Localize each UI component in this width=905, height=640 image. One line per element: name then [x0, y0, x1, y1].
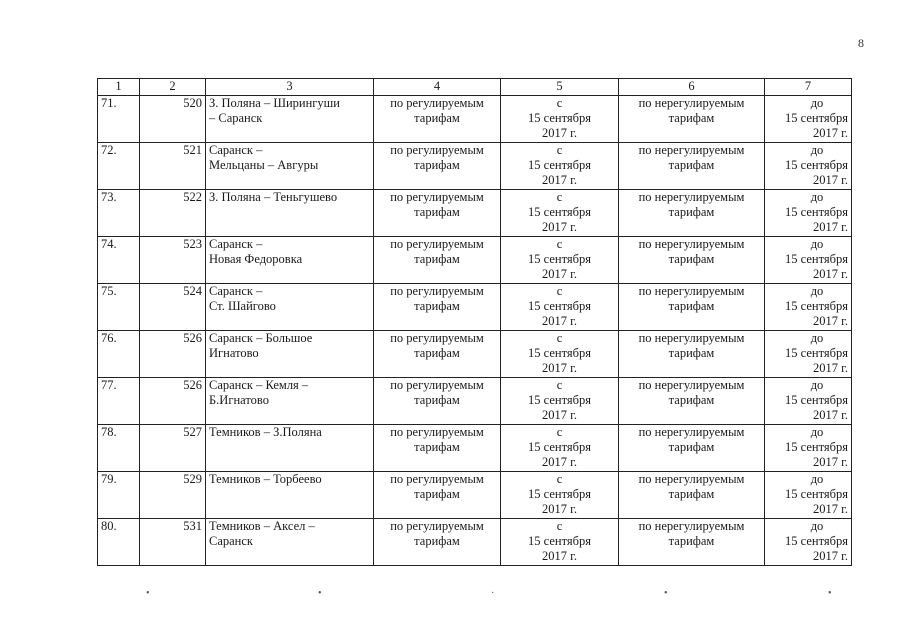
current-tariff-cell: по регулируемым тарифам	[374, 143, 501, 190]
end-date-line: 2017 г.	[813, 455, 848, 469]
new-tariff-cell: по нерегулируемым тарифам	[619, 284, 765, 331]
current-tariff-cell: по регулируемым тарифам	[374, 472, 501, 519]
column-header: 4	[374, 79, 501, 96]
row-index-cell: 79.	[98, 472, 140, 519]
table-row	[98, 425, 852, 472]
effective-date-cell: с 15 сентября 2017 г.	[501, 96, 619, 143]
row-index-cell: 76.	[98, 331, 140, 378]
new-tariff-cell: по нерегулируемым тарифам	[619, 472, 765, 519]
route-number-cell: 524	[140, 284, 206, 331]
end-date-line: 2017 г.	[813, 502, 848, 516]
route-number-cell: 531	[140, 519, 206, 566]
end-date-cell	[765, 519, 852, 566]
route-name-cell: Саранск – Большое Игнатово	[206, 331, 374, 378]
end-date-line: 2017 г.	[813, 408, 848, 422]
new-tariff-cell: по нерегулируемым тарифам	[619, 143, 765, 190]
end-date-line: 15 сентября	[785, 534, 848, 548]
new-tariff-cell: по нерегулируемым тарифам	[619, 96, 765, 143]
scan-dot: •	[146, 588, 150, 599]
end-date-line: 2017 г.	[813, 361, 848, 375]
table-row	[98, 190, 852, 237]
route-name-cell: Темников – Торбеево	[206, 472, 374, 519]
new-tariff-cell: по нерегулируемым тарифам	[619, 190, 765, 237]
end-date-line: 2017 г.	[813, 314, 848, 328]
end-date-cell	[765, 472, 852, 519]
table-body	[98, 96, 852, 566]
end-date-line: 2017 г.	[813, 267, 848, 281]
route-name-cell: Саранск – Мельцаны – Авгуры	[206, 143, 374, 190]
route-number-cell: 526	[140, 378, 206, 425]
column-header: 3	[206, 79, 374, 96]
end-date-line: 2017 г.	[813, 173, 848, 187]
end-date-line: до	[810, 425, 824, 439]
end-date-line: до	[810, 237, 824, 251]
route-number-cell: 529	[140, 472, 206, 519]
current-tariff-cell: по регулируемым тарифам	[374, 237, 501, 284]
new-tariff-cell: по нерегулируемым тарифам	[619, 519, 765, 566]
end-date-cell	[765, 190, 852, 237]
route-name-cell: З. Поляна – Ширингуши – Саранск	[206, 96, 374, 143]
route-number-cell: 520	[140, 96, 206, 143]
route-number-cell: 523	[140, 237, 206, 284]
new-tariff-cell: по нерегулируемым тарифам	[619, 237, 765, 284]
effective-date-cell: с 15 сентября 2017 г.	[501, 143, 619, 190]
end-date-line: 2017 г.	[813, 220, 848, 234]
current-tariff-cell: по регулируемым тарифам	[374, 96, 501, 143]
end-date-line: до	[810, 143, 824, 157]
end-date-line: до	[810, 378, 824, 392]
column-header: 6	[619, 79, 765, 96]
route-number-cell: 521	[140, 143, 206, 190]
row-index-cell: 78.	[98, 425, 140, 472]
current-tariff-cell: по регулируемым тарифам	[374, 190, 501, 237]
end-date-line: до	[810, 284, 824, 298]
effective-date-cell: с 15 сентября 2017 г.	[501, 378, 619, 425]
route-name-cell: Саранск – Кемля – Б.Игнатово	[206, 378, 374, 425]
row-index-cell: 75.	[98, 284, 140, 331]
row-index-cell: 77.	[98, 378, 140, 425]
end-date-line: 15 сентября	[785, 346, 848, 360]
end-date-cell	[765, 96, 852, 143]
route-number-cell: 527	[140, 425, 206, 472]
end-date-line: 15 сентября	[785, 111, 848, 125]
table-row	[98, 143, 852, 190]
end-date-cell	[765, 237, 852, 284]
row-index-cell: 71.	[98, 96, 140, 143]
row-index-cell: 73.	[98, 190, 140, 237]
current-tariff-cell: по регулируемым тарифам	[374, 378, 501, 425]
end-date-line: 15 сентября	[785, 158, 848, 172]
effective-date-cell: с 15 сентября 2017 г.	[501, 425, 619, 472]
column-header: 7	[765, 79, 852, 96]
route-name-cell: З. Поляна – Теньгушево	[206, 190, 374, 237]
table-row	[98, 519, 852, 566]
route-name-cell: Темников – З.Поляна	[206, 425, 374, 472]
routes-table	[97, 78, 852, 566]
header-row	[98, 79, 852, 96]
scan-dot: ·	[491, 588, 495, 599]
route-name-cell: Саранск – Новая Федоровка	[206, 237, 374, 284]
column-header: 2	[140, 79, 206, 96]
effective-date-cell: с 15 сентября 2017 г.	[501, 190, 619, 237]
new-tariff-cell: по нерегулируемым тарифам	[619, 378, 765, 425]
end-date-line: 2017 г.	[813, 126, 848, 140]
end-date-cell	[765, 284, 852, 331]
end-date-line: 2017 г.	[813, 549, 848, 563]
row-index-cell: 74.	[98, 237, 140, 284]
new-tariff-cell: по нерегулируемым тарифам	[619, 425, 765, 472]
end-date-line: 15 сентября	[785, 440, 848, 454]
effective-date-cell: с 15 сентября 2017 г.	[501, 331, 619, 378]
table-row	[98, 472, 852, 519]
end-date-line: 15 сентября	[785, 393, 848, 407]
end-date-line: до	[810, 96, 824, 110]
column-header: 5	[501, 79, 619, 96]
scan-dot: •	[828, 588, 832, 599]
route-name-cell: Темников – Аксел – Саранск	[206, 519, 374, 566]
row-index-cell: 72.	[98, 143, 140, 190]
end-date-line: 15 сентября	[785, 487, 848, 501]
table-row	[98, 378, 852, 425]
route-number-cell: 522	[140, 190, 206, 237]
effective-date-cell: с 15 сентября 2017 г.	[501, 472, 619, 519]
end-date-line: до	[810, 472, 824, 486]
row-index-cell: 80.	[98, 519, 140, 566]
route-number-cell: 526	[140, 331, 206, 378]
end-date-line: до	[810, 190, 824, 204]
end-date-cell	[765, 378, 852, 425]
end-date-cell	[765, 425, 852, 472]
end-date-cell	[765, 331, 852, 378]
table-row	[98, 96, 852, 143]
scan-dot: •	[318, 588, 322, 599]
table-row	[98, 237, 852, 284]
end-date-line: 15 сентября	[785, 299, 848, 313]
effective-date-cell: с 15 сентября 2017 г.	[501, 237, 619, 284]
end-date-line: до	[810, 519, 824, 533]
page-number: 8	[858, 36, 864, 50]
table-row	[98, 284, 852, 331]
end-date-line: 15 сентября	[785, 205, 848, 219]
effective-date-cell: с 15 сентября 2017 г.	[501, 519, 619, 566]
end-date-line: 15 сентября	[785, 252, 848, 266]
route-name-cell: Саранск – Ст. Шайгово	[206, 284, 374, 331]
scan-dot: •	[664, 588, 668, 599]
current-tariff-cell: по регулируемым тарифам	[374, 425, 501, 472]
current-tariff-cell: по регулируемым тарифам	[374, 519, 501, 566]
current-tariff-cell: по регулируемым тарифам	[374, 331, 501, 378]
table-row	[98, 331, 852, 378]
end-date-cell	[765, 143, 852, 190]
end-date-line: до	[810, 331, 824, 345]
column-header: 1	[98, 79, 140, 96]
new-tariff-cell: по нерегулируемым тарифам	[619, 331, 765, 378]
current-tariff-cell: по регулируемым тарифам	[374, 284, 501, 331]
effective-date-cell: с 15 сентября 2017 г.	[501, 284, 619, 331]
